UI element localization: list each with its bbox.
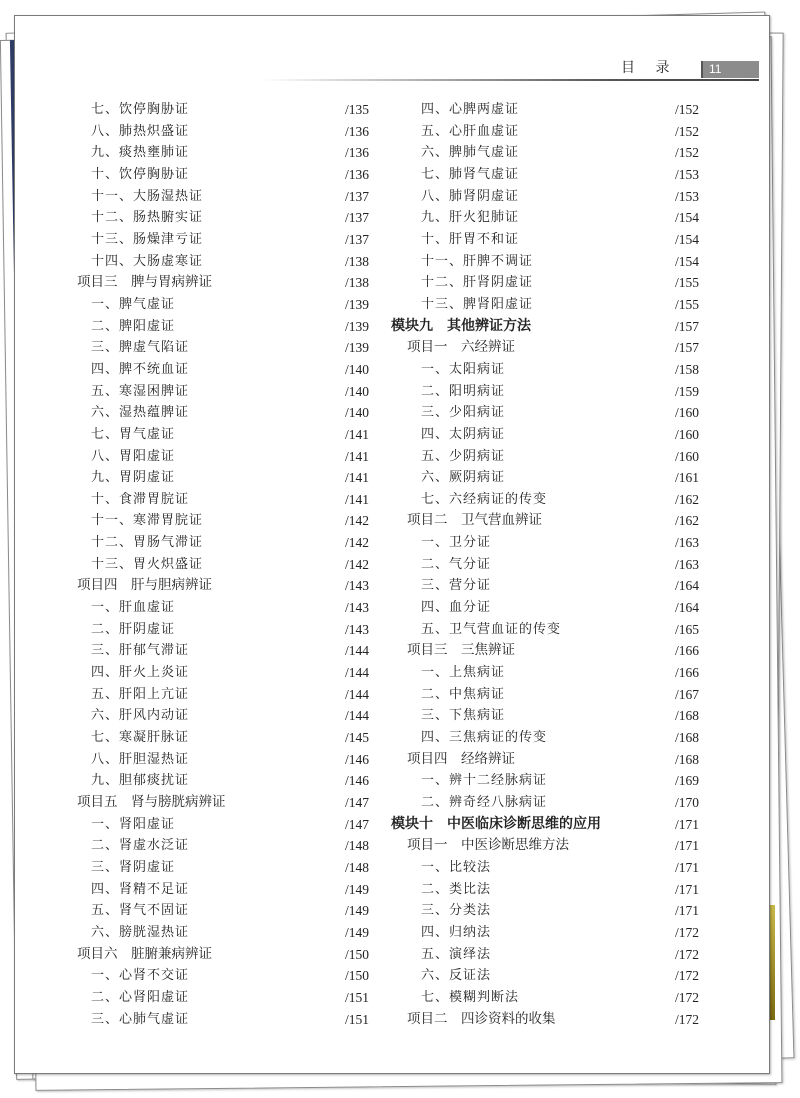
toc-entry-project[interactable] (391, 1009, 699, 1031)
toc-column-left (77, 99, 369, 1030)
toc-entry-title: 三、脾虚气陷证 (91, 340, 190, 356)
toc-entry-item[interactable] (77, 99, 369, 121)
toc-entry-page: /153 (674, 188, 699, 204)
toc-entry-title: 九、胆郁痰扰证 (91, 773, 190, 789)
toc-entry-item[interactable] (77, 381, 369, 403)
toc-entry-title: 一、卫分证 (421, 535, 492, 551)
toc-column-right (391, 99, 699, 1030)
toc-entry-item[interactable] (77, 640, 369, 662)
toc-entry-item[interactable] (391, 575, 699, 597)
toc-entry-item[interactable] (391, 857, 699, 879)
toc-entry-item[interactable] (77, 684, 369, 706)
toc-entry-page: /150 (344, 946, 369, 962)
toc-entry-item[interactable] (77, 402, 369, 424)
toc-entry-title: 十三、脾肾阳虚证 (421, 296, 534, 312)
toc-entry-title: 三、肾阴虚证 (91, 859, 176, 875)
toc-entry-page: /143 (344, 578, 369, 594)
toc-entry-page: /160 (674, 448, 699, 464)
toc-entry-title: 二、气分证 (421, 556, 492, 572)
toc-entry-page: /147 (344, 795, 369, 810)
toc-entry-page: /136 (344, 123, 369, 139)
toc-entry-page: /154 (674, 253, 699, 269)
toc-entry-item[interactable] (77, 337, 369, 359)
toc-entry-title: 五、寒湿困脾证 (91, 383, 190, 399)
toc-entry-page: /171 (674, 881, 699, 897)
toc-entry-item[interactable] (391, 944, 699, 966)
toc-entry-title: 四、归纳法 (421, 924, 492, 940)
toc-entry-page: /157 (674, 340, 699, 356)
toc-entry-page: /152 (674, 102, 699, 117)
toc-entry-item[interactable] (391, 272, 699, 294)
toc-entry-item[interactable] (391, 879, 699, 901)
toc-entry-title: 六、膀胱湿热证 (91, 924, 190, 940)
toc-entry-item[interactable] (77, 900, 369, 922)
toc-entry-page: /154 (674, 210, 699, 226)
toc-entry-title: 一、脾气虚证 (91, 296, 176, 312)
toc-entry-page: /168 (674, 708, 699, 724)
toc-entry-item[interactable] (77, 142, 369, 164)
toc-entry-page: /141 (344, 426, 369, 442)
toc-entry-item[interactable] (77, 879, 369, 901)
toc-entry-page: /143 (344, 621, 369, 637)
toc-entry-item[interactable] (391, 684, 699, 706)
toc-entry-title: 二、肝阴虚证 (91, 621, 176, 637)
toc-entry-title: 五、心肝血虚证 (421, 123, 520, 139)
toc-entry-page: /166 (674, 643, 699, 659)
toc-entry-page: /162 (674, 513, 699, 529)
toc-entry-item[interactable] (391, 662, 699, 684)
toc-entry-title: 一、太阳病证 (421, 361, 506, 377)
toc-entry-title: 四、血分证 (421, 600, 492, 616)
toc-entry-title: 四、三焦病证的传变 (421, 730, 548, 746)
toc-entry-title: 二、脾阳虚证 (91, 318, 176, 334)
toc-entry-title: 六、厥阴病证 (421, 470, 506, 486)
toc-entry-title: 十二、肠热腑实证 (91, 210, 204, 226)
toc-entry-page: /161 (674, 470, 699, 486)
toc-entry-page: /142 (344, 513, 369, 529)
toc-entry-page: /157 (674, 318, 699, 334)
toc-entry-title: 项目三 三焦辨证 (407, 642, 515, 659)
toc-entry-title: 十四、大肠虚寒证 (91, 253, 204, 269)
toc-entry-page: /142 (344, 556, 369, 572)
toc-entry-title: 三、肝郁气滞证 (91, 643, 190, 659)
toc-entry-page: /172 (674, 968, 699, 984)
toc-entry-page: /138 (344, 253, 369, 269)
toc-entry-item[interactable] (77, 467, 369, 489)
toc-entry-title: 五、肝阳上亢证 (91, 686, 190, 702)
toc-entry-page: /164 (674, 578, 699, 594)
toc-entry-page: /172 (674, 946, 699, 962)
toc-entry-item[interactable] (77, 857, 369, 879)
toc-entry-page: /155 (674, 296, 699, 312)
toc-entry-page: /152 (674, 145, 699, 161)
toc-entry-item[interactable] (391, 294, 699, 316)
toc-entry-item[interactable] (77, 316, 369, 338)
toc-entry-item[interactable] (77, 835, 369, 857)
toc-entry-item[interactable] (391, 142, 699, 164)
toc-entry-title: 模块十 中医临床诊断思维的应用 (391, 815, 601, 832)
toc-entry-page: /163 (674, 556, 699, 572)
toc-entry-title: 十二、胃肠气滞证 (91, 535, 204, 551)
toc-entry-page: /163 (674, 535, 699, 551)
toc-entry-title: 三、少阳病证 (421, 405, 506, 421)
toc-entry-page: /151 (344, 989, 369, 1005)
toc-entry-page: /148 (344, 859, 369, 875)
toc-entry-title: 五、卫气营血证的传变 (421, 621, 562, 637)
toc-entry-page: /146 (344, 773, 369, 789)
toc-entry-title: 八、肺热炽盛证 (91, 123, 190, 139)
toc-entry-title: 七、寒凝肝脉证 (91, 730, 190, 746)
toc-entry-item[interactable] (77, 597, 369, 619)
toc-entry-item[interactable] (391, 229, 699, 251)
toc-entry-item[interactable] (77, 359, 369, 381)
toc-entry-page: /139 (344, 340, 369, 356)
toc-entry-page: /149 (344, 924, 369, 940)
toc-entry-title: 项目四 肝与胆病辨证 (77, 577, 212, 594)
toc-entry-title: 六、反证法 (421, 968, 492, 984)
toc-entry-page: /137 (344, 210, 369, 226)
toc-entry-title: 一、肾阳虚证 (91, 816, 176, 832)
toc-entry-page: /168 (674, 730, 699, 746)
toc-entry-title: 十、肝胃不和证 (421, 231, 520, 247)
toc-entry-item[interactable] (391, 99, 699, 121)
toc-entry-title: 项目六 脏腑兼病辨证 (77, 945, 212, 962)
toc-entry-title: 二、中焦病证 (421, 686, 506, 702)
toc-entry-page: /136 (344, 166, 369, 182)
toc-entry-title: 模块九 其他辨证方法 (391, 317, 531, 334)
toc-entry-item[interactable] (391, 792, 699, 814)
toc-entry-page: /160 (674, 405, 699, 421)
toc-entry-page: /158 (674, 361, 699, 377)
toc-entry-page: /171 (674, 838, 699, 854)
toc-entry-page: /141 (344, 470, 369, 486)
toc-entry-item[interactable] (77, 749, 369, 771)
toc-entry-title: 十一、肝脾不调证 (421, 253, 534, 269)
toc-entry-page: /140 (344, 405, 369, 421)
toc-entry-item[interactable] (391, 987, 699, 1009)
toc-entry-page: /144 (344, 643, 369, 659)
toc-entry-page: /144 (344, 665, 369, 681)
toc-entry-item[interactable] (77, 294, 369, 316)
toc-entry-page: /140 (344, 383, 369, 399)
toc-entry-page: /160 (674, 426, 699, 442)
toc-entry-page: /152 (674, 123, 699, 139)
toc-entry-page: /144 (344, 708, 369, 724)
toc-entry-item[interactable] (77, 814, 369, 836)
toc-entry-title: 八、胃阳虚证 (91, 448, 176, 464)
toc-entry-project[interactable] (77, 575, 369, 597)
toc-entry-page: /141 (344, 491, 369, 507)
toc-entry-title: 三、营分证 (421, 578, 492, 594)
toc-entry-page: /143 (344, 600, 369, 616)
toc-entry-item[interactable] (391, 402, 699, 424)
toc-entry-page: /147 (344, 816, 369, 832)
toc-entry-page: /172 (674, 989, 699, 1005)
toc-entry-page: /167 (674, 686, 699, 702)
toc-entry-page: /172 (674, 924, 699, 940)
toc-entry-title: 项目一 中医诊断思维方法 (407, 837, 569, 854)
toc-entry-item[interactable] (391, 207, 699, 229)
toc-entry-title: 四、心脾两虚证 (421, 102, 520, 117)
toc-entry-title: 二、心肾阳虚证 (91, 989, 190, 1005)
toc-entry-title: 二、肾虚水泛证 (91, 838, 190, 854)
toc-entry-project[interactable] (77, 272, 369, 294)
toc-entry-page: /171 (674, 903, 699, 919)
toc-entry-item[interactable] (77, 121, 369, 143)
toc-entry-item[interactable] (391, 467, 699, 489)
toc-entry-item[interactable] (77, 510, 369, 532)
toc-entry-page: /165 (674, 621, 699, 637)
toc-entry-title: 五、肾气不固证 (91, 903, 190, 919)
toc-entry-project[interactable] (391, 510, 699, 532)
toc-entry-title: 一、心肾不交证 (91, 968, 190, 984)
toc-entry-title: 五、演绎法 (421, 946, 492, 962)
toc-entry-item[interactable] (77, 662, 369, 684)
toc-entry-page: /139 (344, 296, 369, 312)
toc-entry-page: /145 (344, 730, 369, 746)
toc-entry-item[interactable] (391, 705, 699, 727)
toc-entry-title: 九、肝火犯肺证 (421, 210, 520, 226)
toc-entry-title: 六、脾肺气虚证 (421, 145, 520, 161)
toc-entry-page: /149 (344, 881, 369, 897)
toc-entry-page: /150 (344, 968, 369, 984)
toc-entry-page: /151 (344, 1011, 369, 1027)
toc-entry-page: /164 (674, 600, 699, 616)
toc-entry-item[interactable] (77, 987, 369, 1009)
toc-entry-project[interactable] (391, 640, 699, 662)
toc-entry-page: /155 (674, 275, 699, 291)
toc-entry-title: 七、胃气虚证 (91, 426, 176, 442)
toc-entry-title: 八、肺肾阴虚证 (421, 188, 520, 204)
toc-entry-project[interactable] (77, 792, 369, 814)
toc-entry-title: 四、肾精不足证 (91, 881, 190, 897)
toc-entry-item[interactable] (77, 207, 369, 229)
toc-entry-item[interactable] (77, 251, 369, 273)
toc-entry-page: /162 (674, 491, 699, 507)
toc-entry-page: /141 (344, 448, 369, 464)
toc-entry-title: 三、分类法 (421, 903, 492, 919)
toc-entry-item[interactable] (391, 164, 699, 186)
toc-entry-title: 九、痰热壅肺证 (91, 145, 190, 161)
toc-entry-item[interactable] (77, 705, 369, 727)
toc-entry-item[interactable] (391, 359, 699, 381)
toc-entry-item[interactable] (391, 446, 699, 468)
toc-entry-title: 七、模糊判断法 (421, 989, 520, 1005)
toc-entry-item[interactable] (391, 381, 699, 403)
toc-entry-project[interactable] (391, 337, 699, 359)
running-header-title: 目 录 (621, 60, 678, 76)
toc-entry-page: /172 (674, 1011, 699, 1027)
toc-entry-title: 三、心肺气虚证 (91, 1011, 190, 1027)
toc-entry-title: 九、胃阴虚证 (91, 470, 176, 486)
toc-entry-page: /136 (344, 145, 369, 161)
toc-entry-page: /137 (344, 188, 369, 204)
toc-entry-title: 一、辨十二经脉病证 (421, 773, 548, 789)
toc-entry-title: 项目四 经络辨证 (407, 750, 515, 767)
toc-entry-page: /139 (344, 318, 369, 334)
toc-entry-page: /171 (674, 859, 699, 875)
toc-entry-item[interactable] (77, 770, 369, 792)
toc-entry-item[interactable] (77, 554, 369, 576)
toc-entry-item[interactable] (391, 251, 699, 273)
toc-entry-page: /140 (344, 361, 369, 377)
toc-entry-title: 一、上焦病证 (421, 665, 506, 681)
toc-entry-title: 项目二 四诊资料的收集 (407, 1010, 556, 1027)
toc-entry-page: /153 (674, 166, 699, 182)
page-number-badge: 11 (701, 61, 759, 78)
toc-entry-page: /168 (674, 751, 699, 767)
toc-entry-title: 一、比较法 (421, 859, 492, 875)
toc-entry-title: 项目三 脾与胃病辨证 (77, 274, 212, 291)
toc-entry-item[interactable] (77, 1009, 369, 1031)
toc-entry-title: 七、六经病证的传变 (421, 491, 548, 507)
toc-entry-title: 十一、大肠湿热证 (91, 188, 204, 204)
toc-entry-title: 十二、肝肾阴虚证 (421, 275, 534, 291)
toc-entry-title: 二、阳明病证 (421, 383, 506, 399)
toc-entry-item[interactable] (391, 727, 699, 749)
toc-entry-title: 一、肝血虚证 (91, 600, 176, 616)
toc-entry-title: 四、肝火上炎证 (91, 665, 190, 681)
toc-entry-page: /148 (344, 838, 369, 854)
toc-entry-item[interactable] (391, 424, 699, 446)
toc-entry-item[interactable] (77, 186, 369, 208)
toc-entry-item[interactable] (77, 727, 369, 749)
toc-page (14, 15, 770, 1074)
toc-entry-item[interactable] (391, 619, 699, 641)
toc-entry-item[interactable] (77, 619, 369, 641)
toc-entry-page: /171 (674, 816, 699, 832)
toc-entry-title: 四、脾不统血证 (91, 361, 190, 377)
toc-entry-page: /135 (344, 102, 369, 117)
toc-entry-item[interactable] (391, 965, 699, 987)
toc-entry-title: 六、湿热蕴脾证 (91, 405, 190, 421)
toc-entry-item[interactable] (77, 229, 369, 251)
toc-entry-page: /149 (344, 903, 369, 919)
toc-entry-page: /146 (344, 751, 369, 767)
toc-entry-page: /166 (674, 665, 699, 681)
toc-entry-title: 十一、寒滞胃脘证 (91, 513, 204, 529)
toc-entry-title: 项目一 六经辨证 (407, 339, 515, 356)
toc-entry-project[interactable] (391, 749, 699, 771)
toc-entry-title: 二、类比法 (421, 881, 492, 897)
toc-entry-title: 八、肝胆湿热证 (91, 751, 190, 767)
toc-entry-item[interactable] (77, 922, 369, 944)
toc-entry-page: /144 (344, 686, 369, 702)
toc-entry-page: /170 (674, 795, 699, 810)
toc-entry-item[interactable] (391, 489, 699, 511)
toc-entry-item[interactable] (77, 446, 369, 468)
toc-entry-page: /159 (674, 383, 699, 399)
toc-entry-item[interactable] (391, 186, 699, 208)
toc-entry-title: 十三、胃火炽盛证 (91, 556, 204, 572)
header-rule (261, 79, 759, 81)
toc-entry-item[interactable] (391, 554, 699, 576)
toc-entry-module[interactable] (391, 814, 699, 836)
toc-entry-item[interactable] (391, 597, 699, 619)
toc-entry-title: 七、饮停胸胁证 (91, 102, 190, 117)
toc-entry-item[interactable] (77, 164, 369, 186)
toc-entry-item[interactable] (391, 121, 699, 143)
toc-entry-project[interactable] (391, 835, 699, 857)
toc-entry-title: 十、食滞胃脘证 (91, 491, 190, 507)
toc-entry-item[interactable] (391, 532, 699, 554)
toc-entry-page: /138 (344, 275, 369, 291)
toc-entry-module[interactable] (391, 316, 699, 338)
toc-entry-title: 项目二 卫气营血辨证 (407, 512, 542, 529)
toc-entry-project[interactable] (77, 944, 369, 966)
toc-entry-item[interactable] (77, 424, 369, 446)
toc-entry-title: 十三、肠燥津亏证 (91, 231, 204, 247)
toc-entry-title: 六、肝风内动证 (91, 708, 190, 724)
toc-entry-page: /142 (344, 535, 369, 551)
toc-entry-title: 项目五 肾与膀胱病辨证 (77, 794, 226, 810)
toc-entry-title: 四、太阴病证 (421, 426, 506, 442)
toc-entry-title: 十、饮停胸胁证 (91, 166, 190, 182)
toc-entry-item[interactable] (77, 532, 369, 554)
toc-entry-item[interactable] (391, 922, 699, 944)
toc-entry-page: /169 (674, 773, 699, 789)
toc-entry-item[interactable] (391, 770, 699, 792)
toc-entry-page: /137 (344, 231, 369, 247)
toc-entry-item[interactable] (77, 489, 369, 511)
toc-entry-title: 二、辨奇经八脉病证 (421, 795, 548, 810)
toc-entry-title: 三、下焦病证 (421, 708, 506, 724)
toc-entry-item[interactable] (391, 900, 699, 922)
toc-entry-page: /154 (674, 231, 699, 247)
toc-entry-item[interactable] (77, 965, 369, 987)
toc-entry-title: 五、少阴病证 (421, 448, 506, 464)
toc-entry-title: 七、肺肾气虚证 (421, 166, 520, 182)
